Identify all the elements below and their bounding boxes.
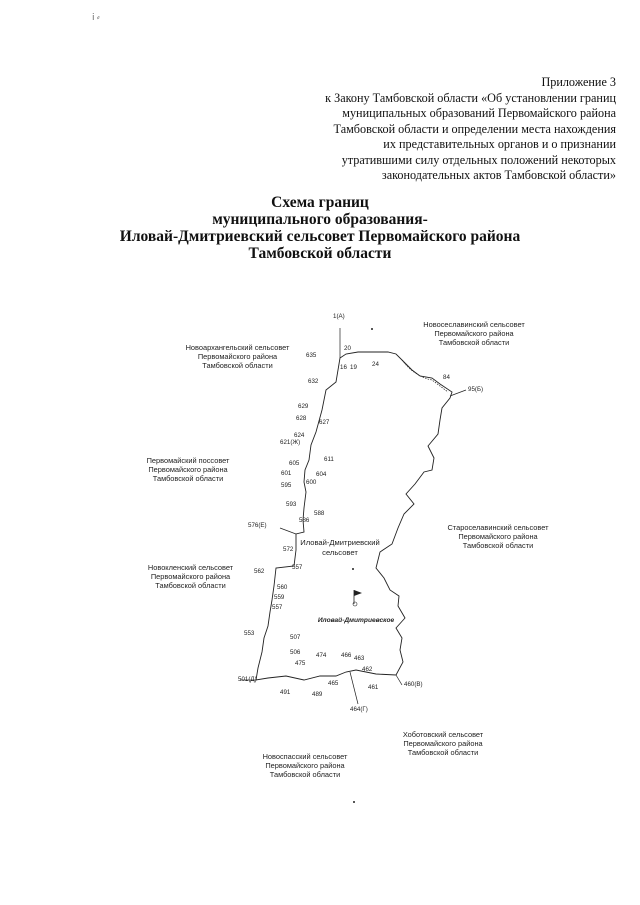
neighbor-label-novoslavyansky: Новосеславинский сельсовет Первомайского района Тамбовской области <box>423 320 525 347</box>
point-label: 635 <box>306 352 317 359</box>
title-line: муниципального образования- <box>212 211 428 228</box>
point-label: 611 <box>324 456 334 463</box>
point-label: 463 <box>354 655 365 662</box>
point-label: 475 <box>295 660 306 667</box>
map-dot <box>371 328 373 330</box>
point-label: 593 <box>286 501 297 508</box>
point-label: 507 <box>290 634 301 641</box>
point-label: 84 <box>443 374 450 381</box>
point-label: 557 <box>272 604 283 611</box>
header-line: законодательных актов Тамбовской области» <box>381 168 616 182</box>
point-label: 572 <box>283 546 294 553</box>
point-label: 474 <box>316 652 327 659</box>
river-edge <box>402 360 448 392</box>
point-label: 628 <box>296 415 307 422</box>
map-dot <box>353 801 355 803</box>
scan-mark: ⅰ ⸗ <box>92 12 100 22</box>
point-label: 586 <box>299 517 310 524</box>
title-line: Тамбовской области <box>248 245 392 262</box>
neighbor-label-khobotovsky: Хоботовский сельсовет Первомайского района Тамбовской области <box>402 730 484 757</box>
header-line: муниципальных образований Первомайского района <box>342 106 616 120</box>
flag-icon <box>353 590 362 606</box>
point-label: 560 <box>277 584 288 591</box>
point-label: 601 <box>281 470 292 477</box>
point-label: 95(Б) <box>468 386 484 393</box>
main-area-label: Иловай-Дмитриевский <box>300 538 380 547</box>
header-line: их представительных органов и о признании <box>383 137 616 151</box>
point-label: 595 <box>281 482 292 489</box>
village-label: Иловай-Дмитриевское <box>317 617 395 624</box>
point-label: 20 <box>344 345 351 352</box>
point-label: 604 <box>316 471 327 478</box>
municipal-boundary <box>256 352 452 680</box>
neighbor-label-novospassky: Новоспасский сельсовет Первомайского района Тамбовской области <box>262 752 348 779</box>
header-line: Тамбовской области и определении места нахождения <box>333 121 616 136</box>
point-label: 632 <box>308 378 319 385</box>
point-label: 465 <box>328 680 339 687</box>
leader-lines <box>240 328 466 704</box>
point-label: 16 <box>340 364 347 371</box>
point-label: 576(Е) <box>248 522 267 529</box>
point-label: 462 <box>362 666 373 673</box>
point-label: 624 <box>294 432 305 439</box>
main-area-label: сельсовет <box>322 548 358 557</box>
point-label: 627 <box>319 419 330 426</box>
point-label: 491 <box>280 689 291 696</box>
point-label: 562 <box>254 568 265 575</box>
leader-464g <box>350 672 358 704</box>
point-label: 489 <box>312 691 323 698</box>
point-label: 559 <box>274 594 285 601</box>
point-label: 621(Ж) <box>280 439 301 446</box>
leader-576e <box>280 528 296 534</box>
map-dot <box>352 568 354 570</box>
point-label: 506 <box>290 649 301 656</box>
point-label: 553 <box>244 630 255 637</box>
point-label: 461 <box>368 684 379 691</box>
point-label: 466 <box>341 652 352 659</box>
point-label: 605 <box>289 460 300 467</box>
header-line: утратившими силу отдельных положений некоторых <box>341 152 616 167</box>
neighbor-label-staroseslavinsky: Староселавинский сельсовет Первомайского района Тамбовской области <box>447 523 549 550</box>
point-label: 557 <box>292 564 303 571</box>
header-line: Приложение 3 <box>541 75 616 89</box>
point-label: 464(Г) <box>350 706 368 713</box>
point-label: 588 <box>314 510 325 517</box>
neighbor-label-novoklensky: Новокленский сельсовет Первомайского района Тамбовской области <box>147 563 234 590</box>
leader-95b <box>450 390 466 396</box>
title-line: Иловай-Дмитриевский сельсовет Первомайского района <box>119 228 521 245</box>
point-labels <box>238 313 483 713</box>
neighbor-label-novoarkhangelsky: Новоархангельский сельсовет Первомайского района Тамбовской области <box>185 343 290 370</box>
point-label: 629 <box>298 403 309 410</box>
title-line: Схема границ <box>271 194 369 211</box>
point-label: 1(А) <box>333 313 345 320</box>
point-label: 501(Д) <box>238 676 257 683</box>
point-label: 19 <box>350 364 357 371</box>
point-label: 600 <box>306 479 317 486</box>
point-label: 460(В) <box>404 681 423 688</box>
leader-460v <box>396 675 402 685</box>
neighbor-label-pervomaysky: Первомайский поссовет Первомайского района Тамбовской области <box>146 456 230 483</box>
point-label: 24 <box>372 361 379 368</box>
header-line: к Закону Тамбовской области «Об установлении границ <box>325 90 616 105</box>
